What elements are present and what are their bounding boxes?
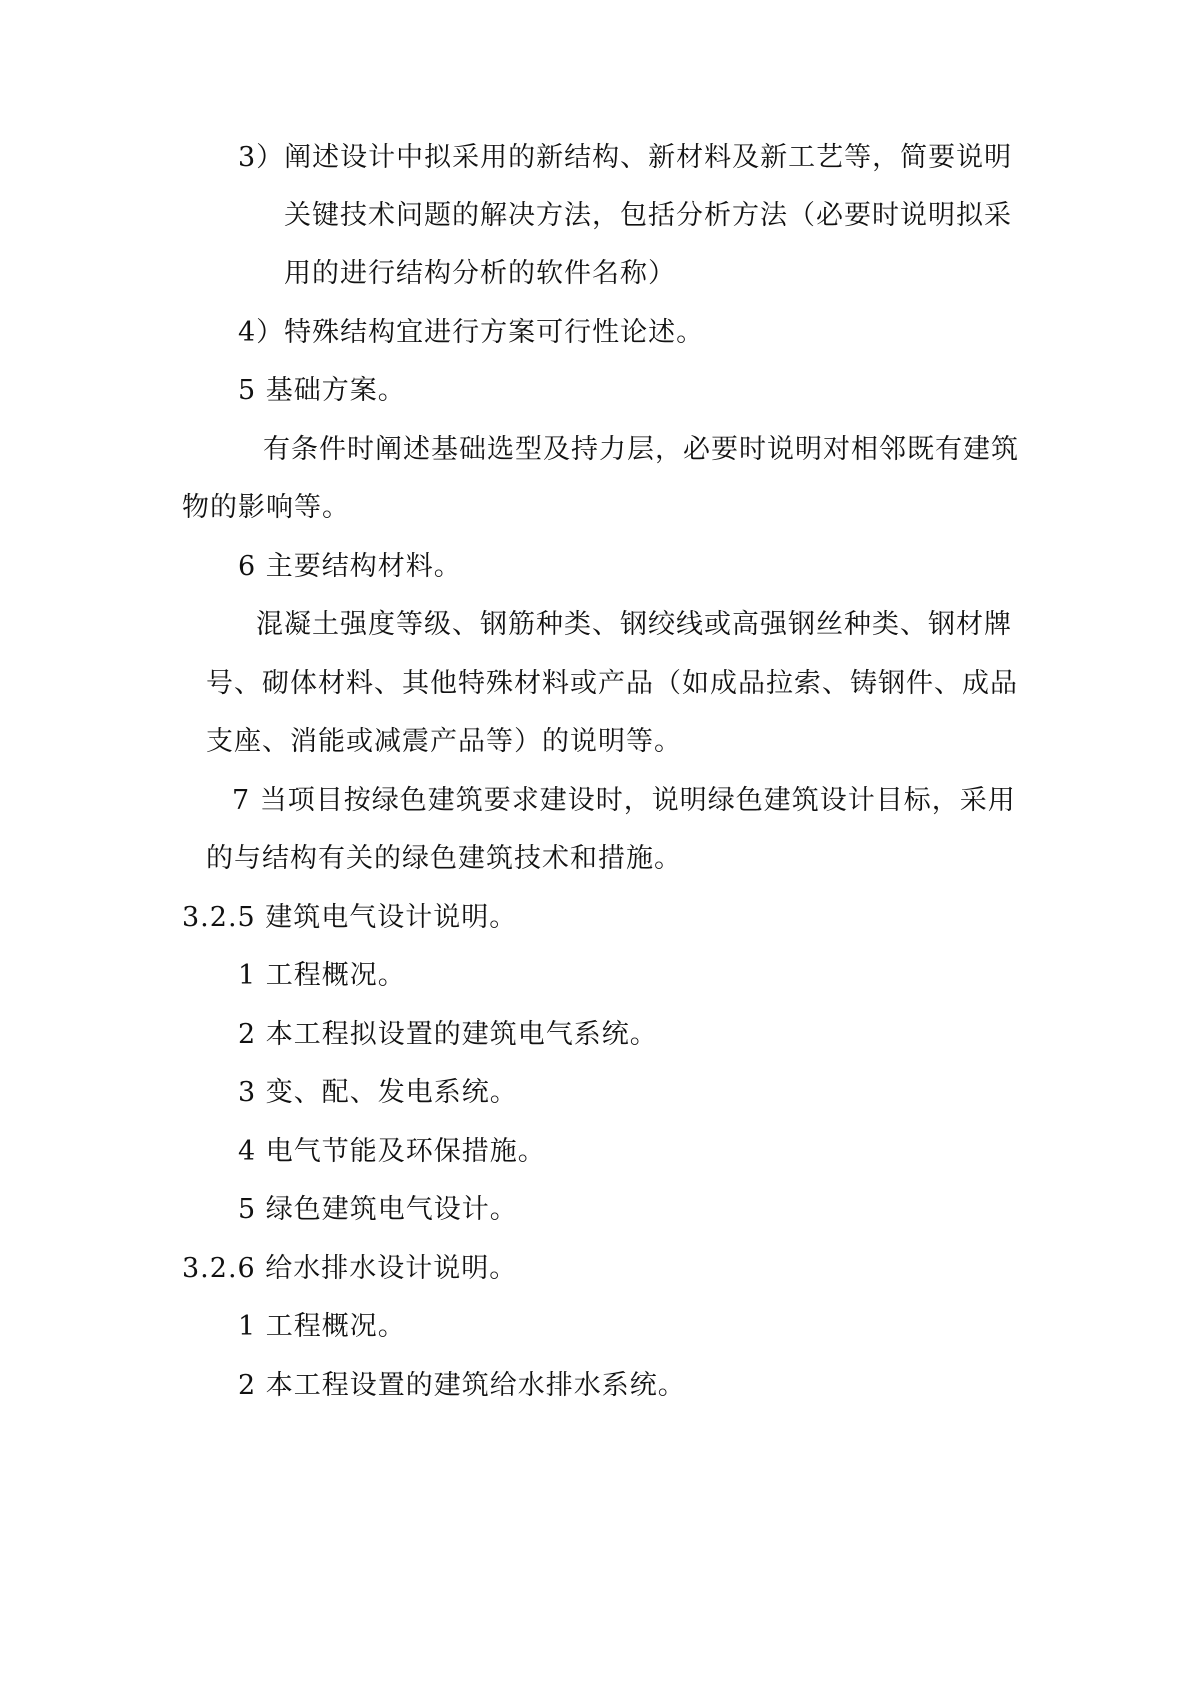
heading-materials: 6 主要结构材料。 [238, 551, 462, 582]
paragraph-line: 号、砌体材料、其他特殊材料或产品（如成品拉索、铸钢件、成品 [206, 668, 1018, 699]
paragraph-line: 7 当项目按绿色建筑要求建设时，说明绿色建筑设计目标，采用 [232, 785, 1016, 816]
list-item: 3 变、配、发电系统。 [238, 1077, 518, 1108]
list-item: 2 本工程拟设置的建筑电气系统。 [238, 1019, 658, 1050]
paragraph-line: 用的进行结构分析的软件名称） [284, 258, 676, 289]
list-item: 2 本工程设置的建筑给水排水系统。 [238, 1370, 686, 1401]
paragraph-line: 的与结构有关的绿色建筑技术和措施。 [206, 843, 682, 874]
paragraph-line: 3）阐述设计中拟采用的新结构、新材料及新工艺等，简要说明 [238, 142, 1013, 173]
paragraph-line: 物的影响等。 [182, 492, 350, 523]
list-item: 1 工程概况。 [238, 1311, 406, 1342]
list-item: 5 绿色建筑电气设计。 [238, 1194, 518, 1225]
list-item: 1 工程概况。 [238, 960, 406, 991]
paragraph-line: 关键技术问题的解决方法，包括分析方法（必要时说明拟采 [284, 200, 1012, 231]
paragraph-line: 支座、消能或减震产品等）的说明等。 [206, 726, 682, 757]
list-item: 4 电气节能及环保措施。 [238, 1136, 546, 1167]
paragraph-line: 混凝土强度等级、钢筋种类、钢绞线或高强钢丝种类、钢材牌 [256, 609, 1012, 640]
section-heading-plumbing: 3.2.6 给水排水设计说明。 [182, 1253, 518, 1284]
paragraph-line: 有条件时阐述基础选型及持力层，必要时说明对相邻既有建筑 [263, 434, 1019, 465]
paragraph-line: 4）特殊结构宜进行方案可行性论述。 [238, 317, 705, 348]
section-heading-electrical: 3.2.5 建筑电气设计说明。 [182, 902, 518, 933]
heading-foundation: 5 基础方案。 [238, 375, 406, 406]
